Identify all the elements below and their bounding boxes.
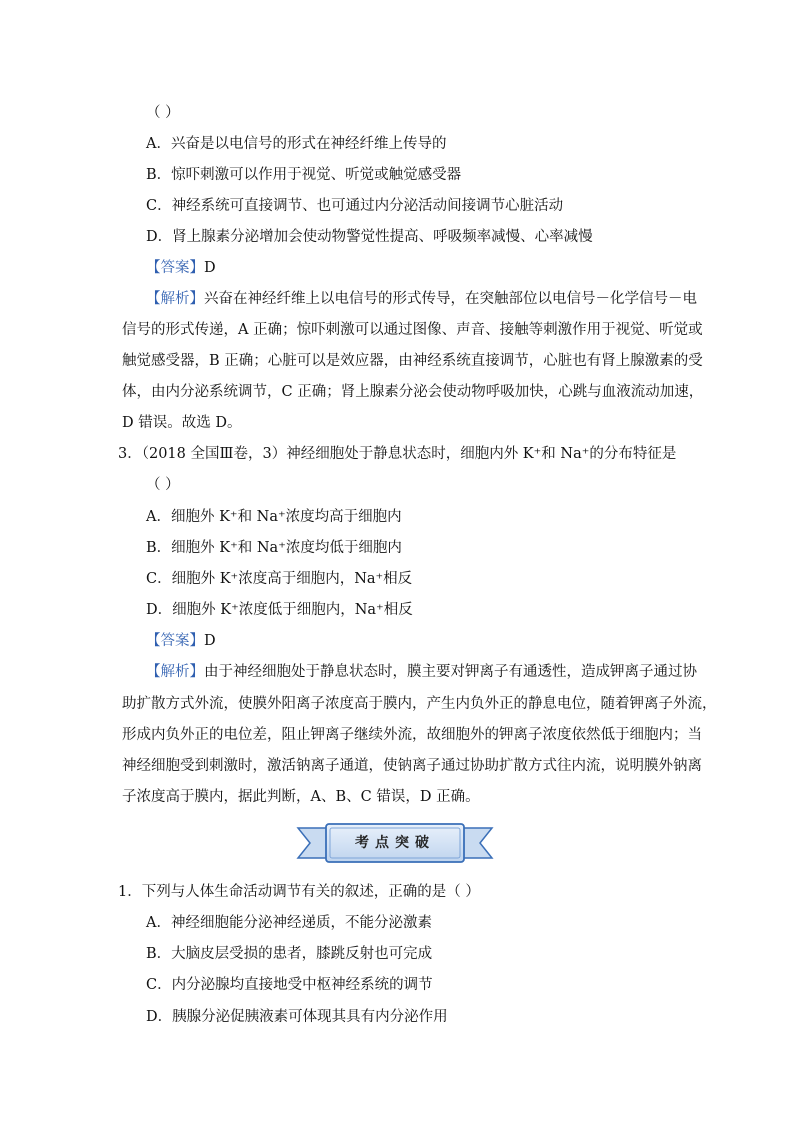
q2-option-d: D．肾上腺素分泌增加会使动物警觉性提高、呼吸频率减慢、心率减慢 [146,229,593,245]
q4-stem: 1．下列与人体生命活动调节有关的叙述，正确的是（ ） [118,884,480,900]
q3-option-a: A．细胞外 K⁺和 Na⁺浓度均高于细胞内 [146,509,402,525]
q3-answer [146,631,216,651]
q3-analysis-line-3: 形成内负外正的电位差，阻止钾离子继续外流，故细胞外的钾离子浓度依然低于细胞内；当 [122,727,702,743]
q3-analysis-line-4: 神经细胞受到刺激时，激活钠离子通道，使钠离子通过协助扩散方式往内流，说明膜外钠离 [122,758,702,774]
q2-option-b: B．惊吓刺激可以作用于视觉、听觉或触觉感受器 [146,167,462,183]
q3-analysis-line-2: 助扩散方式外流，使膜外阳离子浓度高于膜内，产生内负外正的静息电位，随着钾离子外流， [122,696,717,712]
answer-value: D [204,260,216,276]
q4-option-d: D．胰腺分泌促胰液素可体现其具有内分泌作用 [146,1009,448,1025]
q3-option-b: B．细胞外 K⁺和 Na⁺浓度均低于细胞内 [146,540,402,556]
q3-paren: （ ） [146,477,180,493]
analysis-text: 由于神经细胞处于静息状态时，膜主要对钾离子有通透性，造成钾离子通过协 [204,664,697,680]
answer-tag: 【答案】 [146,633,204,649]
analysis-tag: 【解析】 [146,291,204,307]
q3-analysis-line-5: 子浓度高于膜内，据此判断，A、B、C 错误，D 正确。 [122,789,480,805]
q2-option-c: C．神经系统可直接调节、也可通过内分泌活动间接调节心脏活动 [146,198,564,214]
q3-option-c: C．细胞外 K⁺浓度高于细胞内，Na⁺相反 [146,571,413,587]
q4-option-c: C．内分泌腺均直接地受中枢神经系统的调节 [146,977,433,993]
answer-value: D [204,633,216,649]
q3-option-d: D．细胞外 K⁺浓度低于细胞内，Na⁺相反 [146,602,413,618]
q2-paren: （ ） [146,105,180,121]
answer-tag: 【答案】 [146,260,204,276]
q2-analysis-line-5: D 错误。故选 D。 [122,415,242,431]
q2-analysis-line-2: 信号的形式传递，A 正确；惊吓刺激可以通过图像、声音、接触等刺激作用于视觉、听觉或 [122,322,703,338]
q4-option-b: B．大脑皮层受损的患者，膝跳反射也可完成 [146,946,433,962]
q2-analysis-line-1 [146,289,697,309]
q3-stem: 3．（2018 全国Ⅲ卷，3）神经细胞处于静息状态时，细胞内外 K⁺和 Na⁺的分布特征是 [118,446,677,462]
q2-option-a: A．兴奋是以电信号的形式在神经纤维上传导的 [146,136,447,152]
q2-analysis-line-3: 触觉感受器，B 正确；心脏可以是效应器，由神经系统直接调节，心脏也有肾上腺激素的受 [122,353,703,369]
banner-title: 考点突破 [355,835,435,851]
q2-answer [146,258,216,278]
analysis-tag: 【解析】 [146,664,204,680]
q3-analysis-line-1 [146,662,697,682]
q4-option-a: A．神经细胞能分泌神经递质，不能分泌激素 [146,915,432,931]
analysis-text: 兴奋在神经纤维上以电信号的形式传导，在突触部位以电信号－化学信号－电 [204,291,697,307]
q2-analysis-line-4: 体，由内分泌系统调节，C 正确；肾上腺素分泌会使动物呼吸加快，心跳与血液流动加速， [122,384,704,400]
section-banner [296,822,494,864]
